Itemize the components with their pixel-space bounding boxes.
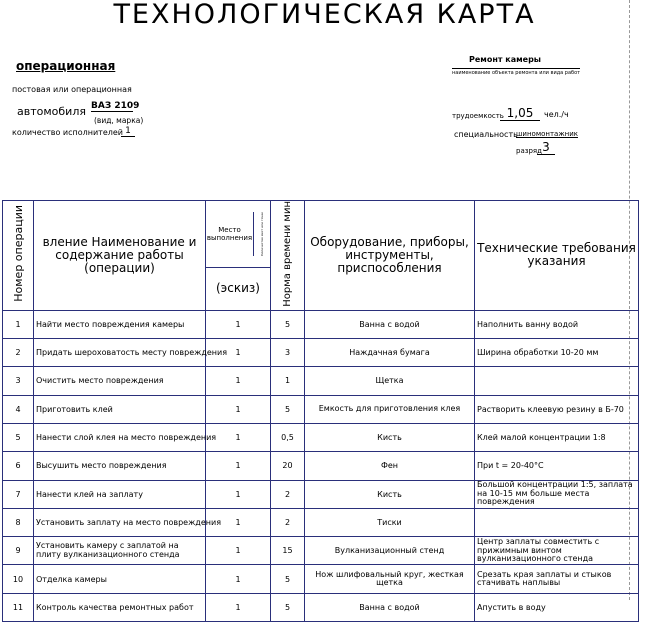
cell-requirements: Ширина обработки 10-20 мм [475,339,639,367]
table-row [3,565,639,593]
cell-time: 20 [271,452,305,480]
cell-name: Найти место повреждения камеры [34,310,206,338]
cell-number: 8 [3,508,34,536]
cell-time: 2 [271,480,305,508]
cell-equipment: Нож шлифовальный круг, жесткая щетка [305,565,475,593]
cell-time: 1 [271,367,305,395]
cell-requirements: Апустить в воду [475,593,639,621]
cell-equipment: Вулканизационный стенд [305,537,475,565]
cell-time: 0,5 [271,423,305,451]
cell-place: 1 [206,480,271,508]
cell-time: 3 [271,339,305,367]
workers-label: количество исполнителей [12,128,123,137]
cell-name: Контроль качества ремонтных работ [34,593,206,621]
header-work-name: вление Наименование и содержание работы (операции) [34,201,206,311]
table-row [3,423,639,451]
header-count-label: Количество мест или точек [253,212,270,256]
operational-label: операционная [16,59,116,73]
cell-requirements [475,367,639,395]
header-place-label: Место выполнения [206,225,253,242]
labor-unit: чел./ч [544,110,569,119]
car-label: автомобиля [17,105,86,118]
table-row [3,339,639,367]
cell-requirements: При t = 20-40°С [475,452,639,480]
operations-table [2,200,639,622]
rank-label: разряд [516,147,542,155]
cell-number: 2 [3,339,34,367]
header-equipment: Оборудование, приборы, инструменты, приспособления [305,201,475,311]
table-row [3,593,639,621]
cell-time: 5 [271,565,305,593]
cell-requirements [475,508,639,536]
cell-place: 1 [206,593,271,621]
labor-value: 1,05 [500,106,540,121]
cell-equipment: Кисть [305,480,475,508]
cell-equipment: Наждачная бумага [305,339,475,367]
cell-time: 5 [271,395,305,423]
table-row [3,480,639,508]
cell-name: Нанести слой клея на место повреждения [34,423,206,451]
cell-number: 4 [3,395,34,423]
cell-equipment: Емкость для приготовления клея [305,395,475,423]
spec-label: специальность [454,130,518,139]
cell-equipment: Фен [305,452,475,480]
cell-equipment: Щетка [305,367,475,395]
cell-name: Установить камеру с заплатой на плиту вулканизационного стенда [34,537,206,565]
cell-place: 1 [206,310,271,338]
cell-place: 1 [206,395,271,423]
cell-name: Отделка камеры [34,565,206,593]
cell-place: 1 [206,565,271,593]
table-row [3,537,639,565]
post-label: постовая или операционная [12,85,132,94]
cell-number: 9 [3,537,34,565]
cell-number: 10 [3,565,34,593]
cell-name: Установить заплату на место повреждения [34,508,206,536]
cell-number: 11 [3,593,34,621]
header-operation-number: Номер операции [3,201,34,311]
header-requirements: Технические требования указания [475,201,639,311]
cell-equipment: Ванна с водой [305,593,475,621]
rank-value: 3 [537,140,555,155]
table-row [3,367,639,395]
labor-label: трудоемкость [452,112,504,120]
cell-name: Очистить место повреждения [34,367,206,395]
cell-name: Нанести клей на заплату [34,480,206,508]
cell-equipment: Кисть [305,423,475,451]
cell-place: 1 [206,423,271,451]
cell-place: 1 [206,367,271,395]
cell-requirements: Срезать края заплаты и стыков стачивать наплывы [475,565,639,593]
car-value: ВАЗ 2109 [91,101,140,111]
work-name: Ремонт камеры [469,55,542,64]
cell-requirements: Наполнить ванну водой [475,310,639,338]
header-norm-time: Норма времени мин [271,201,305,311]
cell-name: Высушить место повреждения [34,452,206,480]
table-row [3,452,639,480]
cell-number: 7 [3,480,34,508]
spec-value: шиномонтажник [516,130,578,138]
cell-number: 1 [3,310,34,338]
cell-time: 2 [271,508,305,536]
cell-name: Придать шероховатость месту повреждения [34,339,206,367]
table-row [3,395,639,423]
cell-place: 1 [206,508,271,536]
table-row [3,508,639,536]
cell-equipment: Ванна с водой [305,310,475,338]
work-hint: наименование объекта ремонта или вида работ [452,70,581,76]
page-title: ТЕХНОЛОГИЧЕСКАЯ КАРТА [113,0,536,30]
cell-number: 6 [3,452,34,480]
cell-time: 15 [271,537,305,565]
cell-place: 1 [206,537,271,565]
cell-time: 5 [271,593,305,621]
cell-equipment: Тиски [305,508,475,536]
car-hint: (вид, марка) [94,116,144,125]
cell-number: 5 [3,423,34,451]
workers-value: 1 [121,126,135,137]
cell-time: 5 [271,310,305,338]
cell-name: Приготовить клей [34,395,206,423]
cell-requirements: Растворить клеевую резину в Б-70 [475,395,639,423]
cell-requirements: Клей малой концентрации 1:8 [475,423,639,451]
cell-place: 1 [206,339,271,367]
header-place [206,201,271,268]
table-row [3,310,639,338]
cell-place: 1 [206,452,271,480]
cell-number: 3 [3,367,34,395]
cell-requirements: Большой концентрации 1:5, заплата на 10-15 мм больше места повреждения [475,480,639,508]
header-sketch: (эскиз) [206,267,271,310]
cell-requirements: Центр заплаты совместить с прижимным винтом вулканизационного стенда [475,537,639,565]
